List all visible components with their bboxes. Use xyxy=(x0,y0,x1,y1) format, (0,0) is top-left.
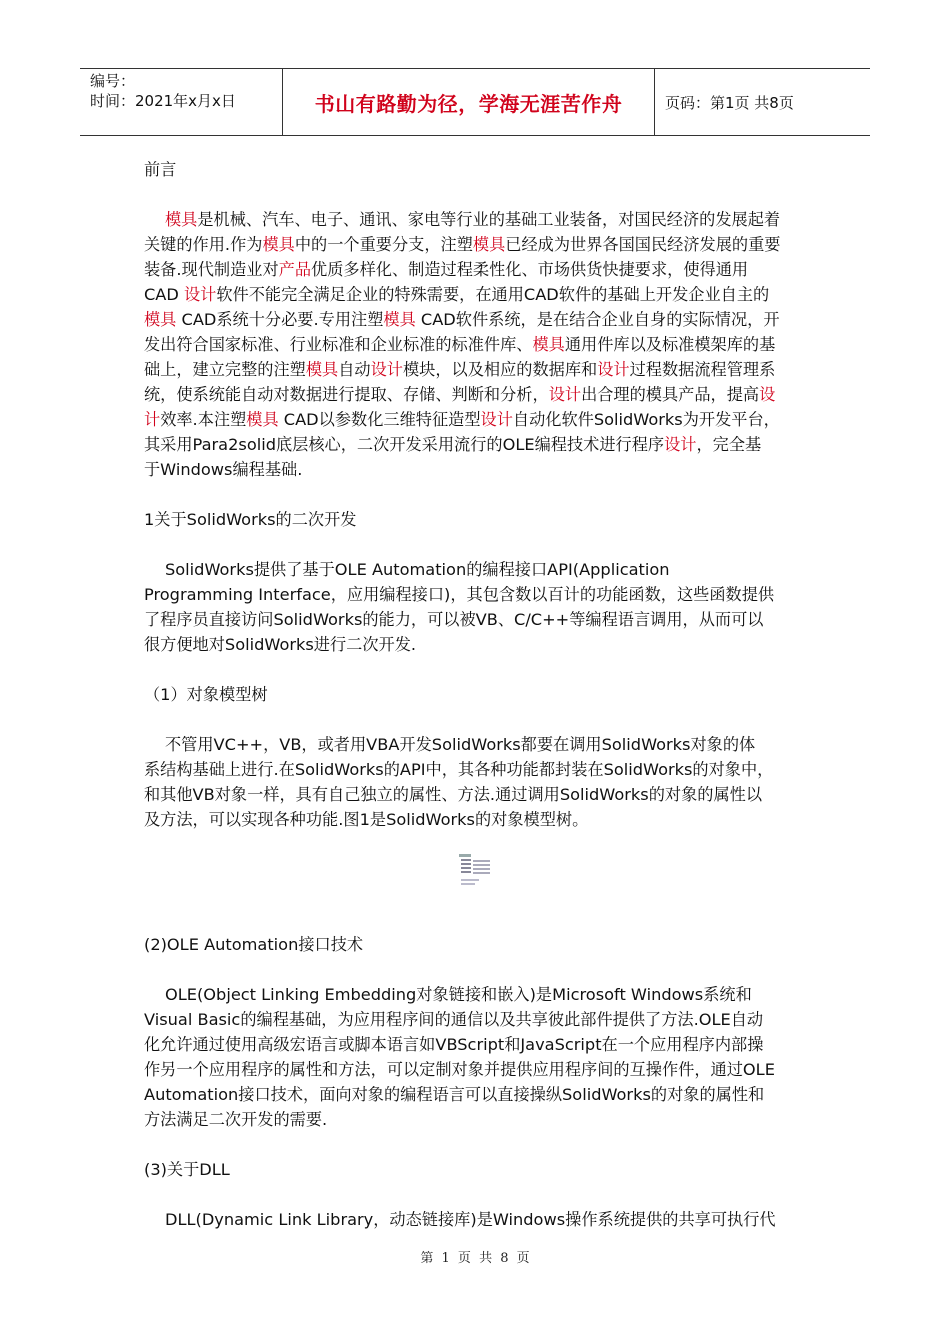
footer-text: 页 xyxy=(516,1251,530,1266)
highlighted-keyword: 设计 xyxy=(664,435,697,454)
paragraph-line xyxy=(144,207,812,232)
paragraph-line xyxy=(144,282,812,307)
paragraph-line xyxy=(144,357,812,382)
highlighted-keyword: 模具 xyxy=(144,310,177,329)
figure-node xyxy=(461,883,475,885)
doc-number-label: 编号： xyxy=(90,72,136,90)
highlighted-keyword: 设计 xyxy=(370,360,403,379)
text-segment: 统，使系统能自动对数据进行提取、存储、判断和分析， xyxy=(144,385,549,404)
paragraph-line xyxy=(144,232,812,257)
paragraph-line xyxy=(144,307,812,332)
footer-total-pages: 8 xyxy=(500,1251,509,1266)
paragraph-line: 及方法，可以实现各种功能.图1是SolidWorks的对象模型树。 xyxy=(144,810,589,829)
text-segment: 其采用Para2solid底层核心，二次开发采用流行的OLE编程技术进行程序 xyxy=(144,435,665,454)
highlighted-keyword: 计 xyxy=(144,410,161,429)
text-segment: 过程数据流程管理系 xyxy=(629,360,776,379)
paragraph-line: Programming Interface，应用编程接口)，其包含数以百计的功能函数，这些函数提供 xyxy=(144,585,775,604)
text-segment: 自动化软件SolidWorks为开发平台， xyxy=(512,410,780,429)
highlighted-keyword: 模具 xyxy=(383,310,416,329)
paragraph-line xyxy=(144,432,812,457)
text-segment: 效率.本注塑 xyxy=(160,410,247,429)
footer-text: 第 xyxy=(420,1251,434,1266)
paragraph-line: 和其他VB对象一样，具有自己独立的属性、方法.通过调用SolidWorks的对象的属性以 xyxy=(144,785,763,804)
text-segment: 已经成为世界各国国民经济发展的重要 xyxy=(505,235,781,254)
section-1-1-paragraph xyxy=(144,732,812,832)
text-segment: 自动 xyxy=(338,360,371,379)
footer-text: 共 xyxy=(479,1251,493,1266)
paragraph-line: 方法满足二次开发的需要. xyxy=(144,1110,328,1129)
text-segment: 础上，建立完整的注塑 xyxy=(144,360,306,379)
footer-page-number: 1 xyxy=(441,1251,450,1266)
figure-node xyxy=(473,872,490,874)
paragraph-line: DLL(Dynamic Link Library，动态链接库)是Windows操作系统提供的共享可执行代 xyxy=(165,1210,776,1229)
highlighted-keyword: 模具 xyxy=(472,235,506,254)
text-segment: 通用件库以及标准模架库的基 xyxy=(564,335,776,354)
figure-node xyxy=(461,871,471,873)
paragraph-line: 了程序员直接访问SolidWorks的能力，可以被VB、C/C++等编程语言调用，从而可以 xyxy=(144,610,764,629)
paragraph-line: 化允许通过使用高级宏语言或脚本语言如VBScript和JavaScript在一个应用程序内部操 xyxy=(144,1035,764,1054)
paragraph-line xyxy=(144,382,812,407)
highlighted-keyword: 产品 xyxy=(278,260,312,279)
text-segment: 软件不能完全满足企业的特殊需要，在通用CAD软件的基础上开发企业自主的 xyxy=(216,285,770,304)
paragraph-line: Automation接口技术，面向对象的编程语言可以直接操纵SolidWorks的对象的属性和 xyxy=(144,1085,765,1104)
paragraph-line xyxy=(144,332,812,357)
header-motto: 书山有路勤为径，学海无涯苦作舟 xyxy=(282,69,655,135)
highlighted-keyword: 模具 xyxy=(532,335,565,354)
paragraph-line: SolidWorks提供了基于OLE Automation的编程接口API(Application xyxy=(165,560,670,579)
figure-node xyxy=(473,868,490,870)
text-segment: 出合理的模具产品，提高 xyxy=(581,385,760,404)
footer-text: 页 xyxy=(457,1251,471,1266)
section-1-paragraph xyxy=(144,557,812,657)
figure-node xyxy=(461,863,471,865)
highlighted-keyword: 设计 xyxy=(548,385,582,404)
paragraph-line xyxy=(144,457,812,482)
paragraph-line: 系结构基础上进行.在SolidWorks的API中，其各种功能都封装在SolidWorks的对象中， xyxy=(144,760,774,779)
object-model-tree-figure xyxy=(458,853,494,889)
section-1-title: 1关于SolidWorks的二次开发 xyxy=(144,510,357,529)
section-1-2-paragraph xyxy=(144,982,812,1132)
page-footer xyxy=(0,1247,950,1266)
paragraph-line: OLE(Object Linking Embedding对象链接和嵌入)是Microsoft Windows系统和 xyxy=(165,985,752,1004)
highlighted-keyword: 设计 xyxy=(597,360,630,379)
text-segment: 装备.现代制造业对 xyxy=(144,260,279,279)
highlighted-keyword: 模具 xyxy=(246,410,279,429)
figure-node xyxy=(459,854,471,857)
text-segment: CAD以参数化三维特征造型 xyxy=(278,410,481,429)
section-1-3-title: (3)关于DLL xyxy=(144,1160,230,1179)
text-segment: CAD xyxy=(144,285,184,304)
figure-node xyxy=(473,860,490,862)
text-segment: 中的一个重要分支，注塑 xyxy=(294,235,473,254)
doc-time-label: 时间：2021年x月x日 xyxy=(90,92,236,110)
text-segment: CAD软件系统，是在结合企业自身的实际情况，开 xyxy=(415,310,780,329)
text-segment: ，完全基 xyxy=(696,435,762,454)
preface-paragraph xyxy=(144,207,812,482)
text-segment: 发出符合国家标准、行业标准和企业标准的标准件库、 xyxy=(144,335,533,354)
highlighted-keyword: 模具 xyxy=(165,210,198,229)
paragraph-line: Visual Basic的编程基础，为应用程序间的通信以及共享彼此部件提供了方法.OLE自动 xyxy=(144,1010,764,1029)
figure-node xyxy=(461,867,471,869)
figure-node xyxy=(461,859,471,861)
highlighted-keyword: 设计 xyxy=(480,410,513,429)
paragraph-line: 作另一个应用程序的属性和方法，可以定制对象并提供应用程序间的互操作件，通过OLE xyxy=(144,1060,775,1079)
paragraph-line: 不管用VC++，VB，或者用VBA开发SolidWorks都要在调用SolidWorks对象的体 xyxy=(165,735,756,754)
paragraph-line xyxy=(144,257,812,282)
text-segment: 于Windows编程基础. xyxy=(144,460,303,479)
figure-node xyxy=(473,864,490,866)
highlighted-keyword: 模具 xyxy=(262,235,295,254)
text-segment: CAD系统十分必要.专用注塑 xyxy=(176,310,384,329)
section-1-1-title: （1）对象模型树 xyxy=(144,685,268,704)
highlighted-keyword: 设 xyxy=(759,385,776,404)
highlighted-keyword: 设计 xyxy=(184,285,217,304)
preface-title: 前言 xyxy=(144,160,177,179)
highlighted-keyword: 模具 xyxy=(305,360,339,379)
paragraph-line: 很方便地对SolidWorks进行二次开发. xyxy=(144,635,417,654)
header-meta xyxy=(80,69,282,135)
document-body xyxy=(144,157,812,1232)
header-page-info: 页码：第1页 共8页 xyxy=(665,93,794,112)
paragraph-line xyxy=(144,407,812,432)
section-1-2-title: (2)OLE Automation接口技术 xyxy=(144,935,364,954)
text-segment: 是机械、汽车、电子、通讯、家电等行业的基础工业装备，对国民经济的发展起着 xyxy=(197,210,781,229)
figure-node xyxy=(461,879,479,881)
text-segment: 优质多样化、制造过程柔性化、市场供货快捷要求，使得通用 xyxy=(311,260,749,279)
text-segment: 模块，以及相应的数据库和 xyxy=(403,360,598,379)
text-segment: 关键的作用.作为 xyxy=(144,235,263,254)
page-header xyxy=(80,68,870,136)
